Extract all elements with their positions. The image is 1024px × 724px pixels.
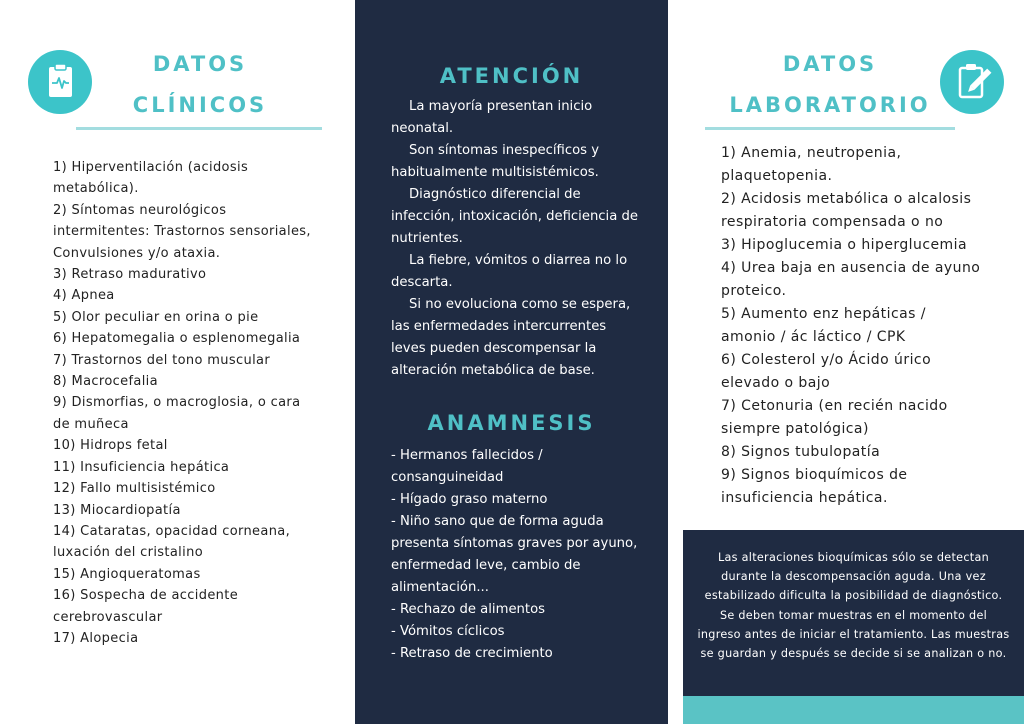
list-item: 16) Sospecha de accidente cerebrovascular — [53, 588, 239, 625]
clipboard-pencil-icon — [940, 50, 1004, 114]
list-item: 17) Alopecia — [53, 630, 139, 646]
list-item: 3) Hipoglucemia o hiperglucemia — [721, 237, 968, 253]
attention-paragraph: Diagnóstico diferencial de infección, intoxicación, deficiencia de nutrientes. — [391, 187, 638, 246]
clinical-data-list — [53, 157, 318, 649]
list-item: 8) Macrocefalia — [53, 374, 158, 390]
attention-paragraph: Si no evoluciona como se espera, las enfermedades intercurrentes leves pueden descompensar la alteración metabólica de base. — [391, 297, 631, 378]
clipboard-heartbeat-icon — [28, 50, 92, 114]
list-item: 15) Angioqueratomas — [53, 566, 201, 582]
accent-bar — [683, 696, 1024, 724]
attention-heading: ATENCIÓN — [439, 64, 584, 88]
attention-paragraph: Son síntomas inespecíficos y habitualmente multisistémicos. — [391, 143, 600, 180]
list-item: 10) Hidrops fetal — [53, 438, 168, 454]
note-text: Las alteraciones bioquímicas sólo se detectan durante la descompensación aguda. Una vez estabilizado dificulta la posibilidad de diagnóstico. Se deben tomar muestras en el momento del ingreso antes de iniciar el tratamiento. Las muestras se guardan y después se decide si se analizan o no. — [697, 551, 1010, 661]
clinical-data-heading — [110, 47, 290, 122]
list-item: 8) Signos tubulopatía — [721, 444, 881, 460]
list-item: 3) Retraso madurativo — [53, 267, 207, 283]
anamnesis-item: - Retraso de crecimiento — [391, 646, 553, 661]
heading-line: DATOS — [152, 52, 248, 76]
note-box — [683, 530, 1024, 696]
anamnesis-item: - Hermanos fallecidos / consanguineidad — [391, 448, 543, 485]
list-item: 4) Apnea — [53, 288, 115, 304]
list-item: 4) Urea baja en ausencia de ayuno proteico. — [721, 260, 981, 299]
heading-line: LABORATORIO — [729, 93, 931, 117]
list-item: 11) Insuficiencia hepática — [53, 459, 230, 475]
anamnesis-list — [391, 445, 641, 665]
attention-paragraph: La mayoría presentan inicio neonatal. — [391, 99, 593, 136]
attention-text — [391, 96, 641, 382]
list-item: 2) Acidosis metabólica o alcalosis respiratoria compensada o no — [721, 191, 972, 230]
list-item: 9) Dismorfias, o macroglosia, o cara de muñeca — [53, 395, 301, 432]
heading-divider — [76, 127, 322, 130]
list-item: 7) Cetonuria (en recién nacido siempre patológica) — [721, 398, 948, 437]
heading-divider — [705, 127, 955, 130]
list-item: 14) Cataratas, opacidad corneana, luxación del cristalino — [53, 523, 291, 561]
lab-data-list — [721, 142, 983, 510]
list-item: 5) Olor peculiar en orina o pie — [53, 309, 259, 325]
attention-paragraph: La fiebre, vómitos o diarrea no lo descarta. — [391, 253, 628, 290]
anamnesis-item: - Hígado graso materno — [391, 492, 548, 507]
list-item: 12) Fallo multisistémico — [53, 481, 216, 497]
anamnesis-heading: ANAMNESIS — [427, 411, 596, 435]
list-item: 6) Colesterol y/o Ácido úrico elevado o bajo — [721, 352, 932, 391]
list-item: 1) Anemia, neutropenia, plaquetopenia. — [721, 145, 902, 184]
list-item: 9) Signos bioquímicos de insuficiencia hepática. — [721, 467, 908, 506]
list-item: 13) Miocardiopatía — [53, 502, 181, 518]
anamnesis-item: - Rechazo de alimentos — [391, 602, 546, 617]
list-item: 6) Hepatomegalia o esplenomegalia — [53, 331, 301, 347]
list-item: 2) Síntomas neurológicos intermitentes: Trastornos sensoriales, Convulsiones y/o ataxia. — [53, 202, 311, 261]
list-item: 7) Trastornos del tono muscular — [53, 352, 271, 368]
list-item: 1) Hiperventilación (acidosis metabólica). — [53, 160, 249, 197]
anamnesis-item: - Niño sano que de forma aguda presenta síntomas graves por ayuno, enfermedad leve, cambio de alimentación... — [391, 514, 638, 595]
heading-line: DATOS — [782, 52, 878, 76]
lab-data-heading — [710, 47, 950, 122]
anamnesis-item: - Vómitos cíclicos — [391, 624, 505, 639]
heading-line: CLÍNICOS — [132, 93, 268, 117]
list-item: 5) Aumento enz hepáticas / amonio / ác láctico / CPK — [721, 306, 926, 345]
